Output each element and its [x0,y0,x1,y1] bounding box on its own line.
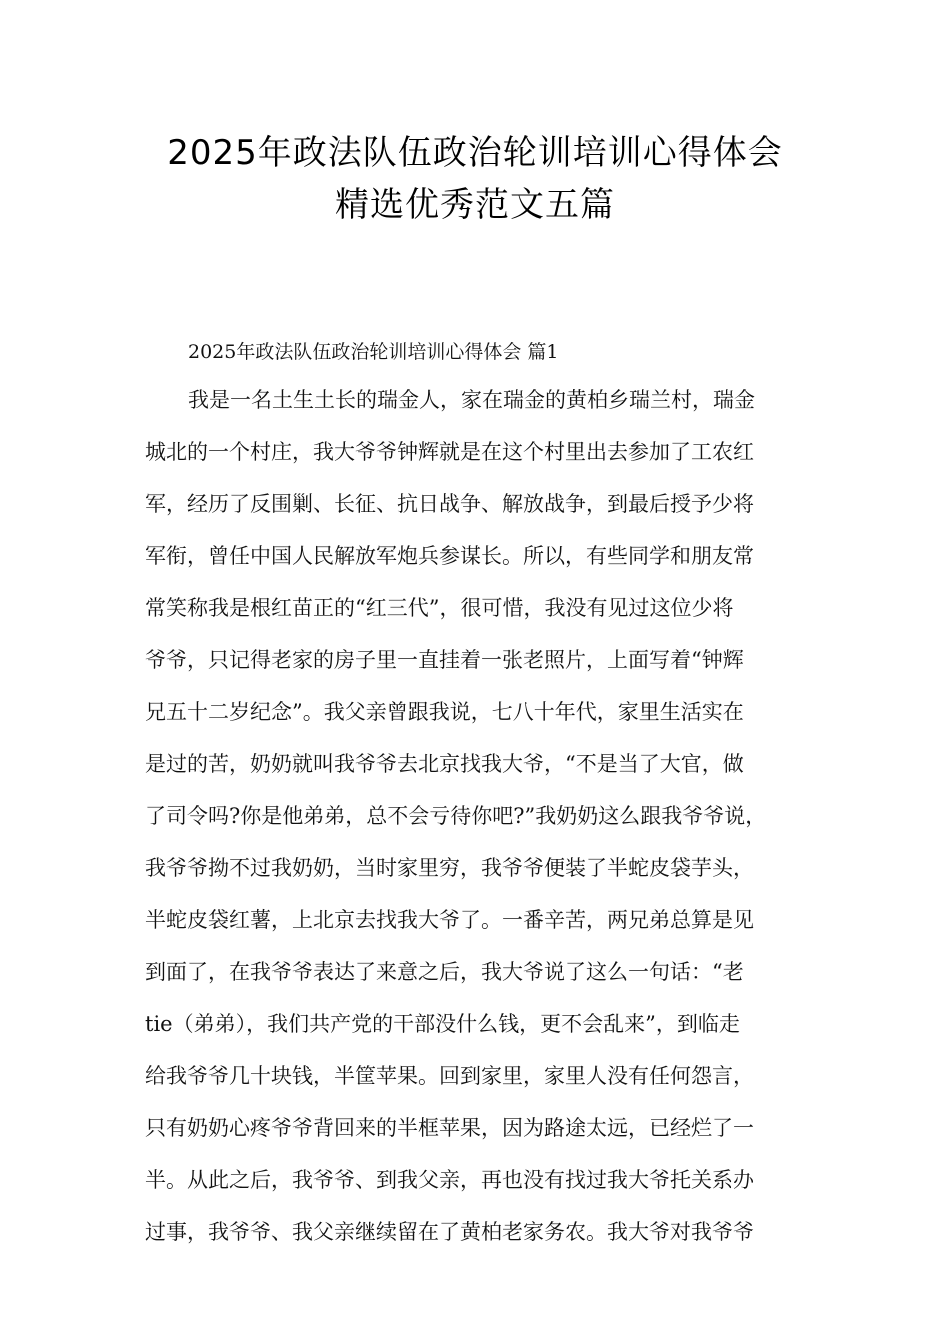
paragraph-line: tie（弟弟），我们共产党的干部没什么钱，更不会乱来”，到临走 [145,1012,740,1036]
paragraph-line: 常笑称我是根红苗正的“红三代”，很可惜，我没有见过这位少将 [145,596,734,620]
paragraph-line: 半。从此之后，我爷爷、到我父亲，再也没有找过我大爷托关系办 [145,1168,754,1192]
paragraph-line: 只有奶奶心疼爷爷背回来的半框苹果，因为路途太远，已经烂了一 [145,1116,754,1140]
paragraph-line: 过事，我爷爷、我父亲继续留在了黄柏老家务农。我大爷对我爷爷 [145,1220,754,1244]
paragraph-line: 了司令吗?你是他弟弟，总不会亏待你吧?”我奶奶这么跟我爷爷说， [145,804,767,828]
paragraph-line: 到面了，在我爷爷表达了来意之后，我大爷说了这么一句话：“老 [145,960,744,984]
paragraph-line: 半蛇皮袋红薯，上北京去找我大爷了。一番辛苦，两兄弟总算是见 [145,908,754,932]
paragraph-line: 城北的一个村庄，我大爷爷钟辉就是在这个村里出去参加了工农红 [145,440,754,464]
paragraph-line: 爷爷，只记得老家的房子里一直挂着一张老照片，上面写着“钟辉 [145,648,744,672]
paragraph-line: 是过的苦，奶奶就叫我爷爷去北京找我大爷，“不是当了大官，做 [145,752,744,776]
paragraph-line: 给我爷爷几十块钱，半筐苹果。回到家里，家里人没有任何怨言， [145,1064,754,1088]
paragraph-line: 我是一名土生土长的瑞金人，家在瑞金的黄柏乡瑞兰村，瑞金 [188,388,755,412]
document-title-line-2: 精选优秀范文五篇 [335,185,615,225]
paragraph-line: 军，经历了反围剿、长征、抗日战争、解放战争，到最后授予少将 [145,492,754,516]
document-title-line-1: 2025年政法队伍政治轮训培训心得体会 [167,133,783,173]
paragraph-line: 军衔，曾任中国人民解放军炮兵参谋长。所以，有些同学和朋友常 [145,544,754,568]
section-heading: 2025年政法队伍政治轮训培训心得体会 篇1 [188,341,559,363]
paragraph-line: 我爷爷拗不过我奶奶，当时家里穷，我爷爷便装了半蛇皮袋芋头， [145,856,754,880]
paragraph-line: 兄五十二岁纪念”。我父亲曾跟我说，七八十年代，家里生活实在 [145,700,744,724]
